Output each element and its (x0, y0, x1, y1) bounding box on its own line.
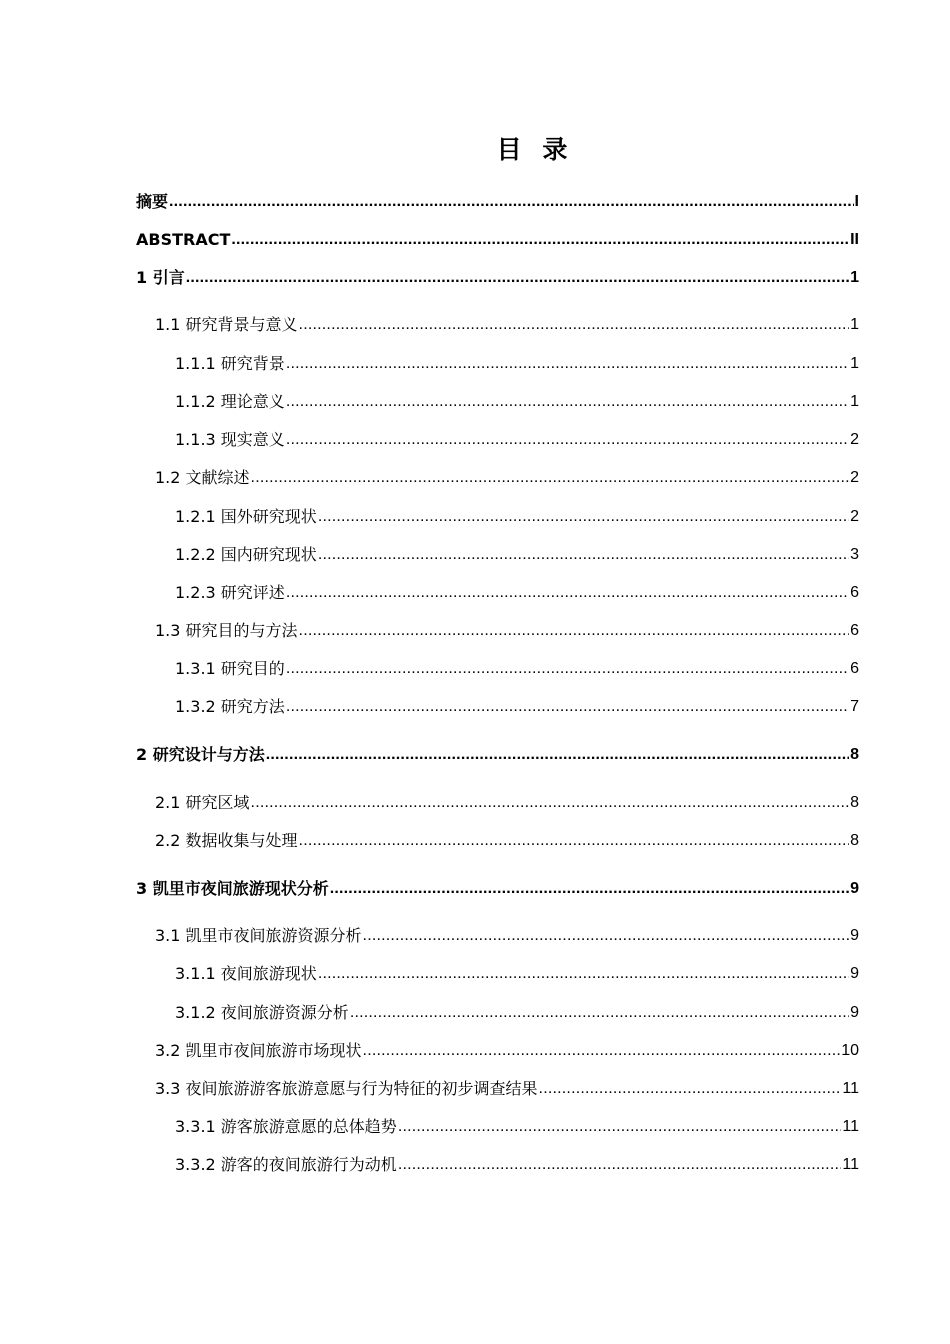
toc-entry-label: 3.3.1 游客旅游意愿的总体趋势 (175, 1117, 397, 1136)
toc-entry-label: 3.2 凯里市夜间旅游市场现状 (155, 1041, 362, 1060)
toc-entry-label: 1.2.1 国外研究现状 (175, 507, 317, 526)
toc-entry-1-3[interactable] (155, 617, 859, 641)
toc-dot-leader (251, 793, 850, 813)
toc-page-number: II (850, 231, 859, 248)
toc-entry-label: 2 研究设计与方法 (136, 745, 265, 764)
toc-entry-label: 1.3.1 研究目的 (175, 659, 285, 678)
toc-entry-1-2-3[interactable] (175, 579, 859, 603)
toc-entry-label: 1.2.3 研究评述 (175, 583, 285, 602)
toc-entry-1-2-2[interactable] (175, 541, 859, 565)
toc-page-number: 9 (850, 1004, 859, 1021)
toc-page-number: 8 (850, 794, 859, 811)
toc-entry-3[interactable] (136, 875, 859, 899)
toc-entry-2[interactable] (136, 741, 859, 765)
toc-page-number: 9 (850, 965, 859, 982)
toc-page-number: 11 (842, 1156, 859, 1173)
toc-dot-leader (299, 621, 850, 641)
toc-page-number: 1 (850, 355, 859, 372)
toc-entry-2-2[interactable] (155, 827, 859, 851)
toc-entry-label: 3.1 凯里市夜间旅游资源分析 (155, 926, 362, 945)
toc-page-number: 9 (850, 927, 859, 944)
toc-dot-leader (169, 192, 854, 212)
toc-entry-1[interactable] (136, 264, 859, 288)
toc-page-number: 1 (850, 393, 859, 410)
toc-entry-label: ABSTRACT (136, 230, 231, 249)
toc-page-number: 1 (850, 269, 859, 286)
toc-page-number: 10 (841, 1042, 859, 1059)
toc-page-number: 2 (850, 508, 859, 525)
toc-entry-1-1[interactable] (155, 311, 859, 335)
toc-dot-leader (299, 831, 850, 851)
page-title: 目 录 (496, 135, 574, 164)
toc-dot-leader (330, 879, 849, 899)
toc-page-number: I (854, 193, 859, 210)
toc-entry-1-1-2[interactable] (175, 388, 859, 412)
toc-entry-label: 3.1.1 夜间旅游现状 (175, 964, 317, 983)
toc-dot-leader (286, 697, 849, 717)
toc-dot-leader (363, 1041, 841, 1061)
toc-dot-leader (286, 354, 849, 374)
toc-entry-1-2-1[interactable] (175, 503, 859, 527)
toc-dot-leader (350, 1003, 849, 1023)
toc-page-number: 2 (850, 469, 859, 486)
toc-entry-label: 1 引言 (136, 268, 185, 287)
toc-page-number: 1 (850, 316, 859, 333)
toc-dot-leader (299, 315, 850, 335)
toc-entry-label: 1.1.1 研究背景 (175, 354, 285, 373)
toc-entry-3-3-2[interactable] (175, 1151, 859, 1175)
toc-entry-3-1[interactable] (155, 922, 859, 946)
toc-dot-leader (251, 468, 850, 488)
toc-page-number: 8 (850, 832, 859, 849)
toc-dot-leader (286, 430, 849, 450)
toc-entry-3-3-1[interactable] (175, 1113, 859, 1137)
toc-dot-leader (286, 392, 849, 412)
toc-dot-leader (398, 1117, 842, 1137)
toc-entry-3-1-2[interactable] (175, 999, 859, 1023)
toc-entry-1-2[interactable] (155, 464, 859, 488)
toc-page-number: 11 (842, 1080, 859, 1097)
toc-dot-leader (318, 545, 849, 565)
toc-page-number: 6 (850, 622, 859, 639)
toc-dot-leader (286, 659, 849, 679)
toc-page-number: 7 (850, 698, 859, 715)
toc-dot-leader (266, 745, 849, 765)
toc-entry-2-1[interactable] (155, 789, 859, 813)
toc-entry-label: 摘要 (136, 192, 169, 211)
toc-entry-label: 3 凯里市夜间旅游现状分析 (136, 879, 329, 898)
toc-page-number: 8 (850, 746, 859, 763)
toc-entry-label: 3.1.2 夜间旅游资源分析 (175, 1003, 349, 1022)
toc-page-number: 2 (850, 431, 859, 448)
toc-entry-abstract-cn[interactable] (136, 188, 859, 212)
toc-entry-label: 1.3 研究目的与方法 (155, 621, 298, 640)
toc-dot-leader (231, 230, 849, 250)
toc-dot-leader (539, 1079, 842, 1099)
toc-entry-3-2[interactable] (155, 1037, 859, 1061)
toc-entry-label: 1.1 研究背景与意义 (155, 315, 298, 334)
toc-dot-leader (318, 964, 849, 984)
toc-page-number: 3 (850, 546, 859, 563)
toc-entry-label: 3.3.2 游客的夜间旅游行为动机 (175, 1155, 397, 1174)
toc-page-number: 6 (850, 660, 859, 677)
toc-dot-leader (318, 507, 849, 527)
toc-entry-3-1-1[interactable] (175, 960, 859, 984)
toc-entry-1-1-3[interactable] (175, 426, 859, 450)
toc-entry-label: 1.3.2 研究方法 (175, 697, 285, 716)
toc-dot-leader (186, 268, 849, 288)
toc-entry-label: 1.1.3 现实意义 (175, 430, 285, 449)
toc-dot-leader (363, 926, 850, 946)
toc-entry-label: 2.1 研究区域 (155, 793, 250, 812)
toc-entry-label: 1.1.2 理论意义 (175, 392, 285, 411)
toc-entry-abstract-en[interactable] (136, 226, 859, 250)
toc-entry-3-3[interactable] (155, 1075, 859, 1099)
toc-page-number: 11 (842, 1118, 859, 1135)
toc-entry-label: 1.2.2 国内研究现状 (175, 545, 317, 564)
toc-page-number: 6 (850, 584, 859, 601)
toc-dot-leader (398, 1155, 842, 1175)
toc-entry-label: 1.2 文献综述 (155, 468, 250, 487)
toc-page-number: 9 (850, 880, 859, 897)
toc-dot-leader (286, 583, 849, 603)
toc-entry-1-3-2[interactable] (175, 693, 859, 717)
toc-entry-label: 3.3 夜间旅游游客旅游意愿与行为特征的初步调查结果 (155, 1079, 538, 1098)
toc-entry-label: 2.2 数据收集与处理 (155, 831, 298, 850)
toc-entry-1-3-1[interactable] (175, 655, 859, 679)
toc-entry-1-1-1[interactable] (175, 350, 859, 374)
